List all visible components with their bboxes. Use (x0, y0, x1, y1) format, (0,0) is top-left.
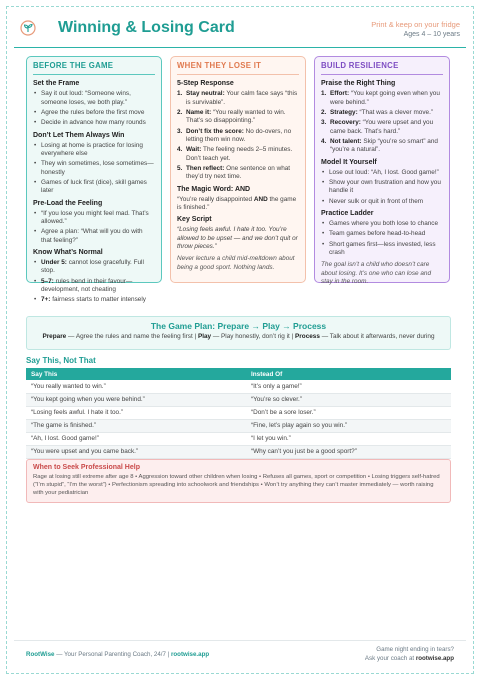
list-item: 4. Not talent: Skip “you’re so smart” and “you’re a natural”. (321, 137, 438, 154)
panel-note: Never lecture a child mid-meltdown about being a good sport. Nothing lands. (177, 255, 295, 271)
section-title: Don’t Let Them Always Win (33, 131, 125, 139)
table-row (26, 393, 451, 406)
table-row (26, 419, 451, 432)
list-item: 1. Stay neutral: Your calm face says “this is survivable”. (177, 90, 298, 106)
section-title: Model It Yourself (321, 158, 377, 166)
table-row (26, 406, 451, 419)
list-item: • They win sometimes, lose sometimes—honestly (33, 160, 155, 177)
table-cell: “Don’t be a sore loser.” (246, 406, 451, 419)
print-tagline: Print & keep on your fridge (371, 20, 460, 29)
list-item: • Team games before head-to-head (321, 230, 443, 238)
footer-brand: RootWise — Your Personal Parenting Coach, 24/7 | rootwise.app (26, 651, 210, 658)
list-item: 5. Then reflect: One sentence on what they’d try next time. (177, 164, 291, 181)
list-item: • Losing at home is practice for losing everywhere else (33, 142, 155, 159)
site-link[interactable]: rootwise.app (170, 651, 210, 658)
section-title: Set the Frame (33, 80, 80, 88)
list-item: 2. Name it: “You really wanted to win. That’s so disappointing.” (177, 108, 286, 125)
list-item: • Agree the rules before the first move (33, 109, 155, 117)
panel-heading: WHEN THEY LOSE IT (177, 61, 299, 75)
footer-cta: Game night ending in tears? Ask your coach at rootwise.app (364, 646, 454, 662)
before-the-game-panel (26, 56, 162, 304)
table-header-row (26, 368, 451, 380)
list-item: • 7+: fairness starts to matter intensely (33, 296, 155, 304)
panel-note: The goal isn’t a child who doesn’t care about losing. It’s one who can lose and stay in the room. (321, 261, 432, 285)
help-text: Rage at losing still extreme after age 8 • Aggression toward other children when losing • Refuses all games, sport or competition • Losing triggers self-hatred (“I’m stupid”, “I’m the worst”) • Perfectionism spreading into schoolwork and friendships • Won’t try anything they can’t master immediately — worth raising with your pediatrician (33, 474, 440, 496)
age-range: Ages 4 – 10 years (403, 31, 460, 38)
table-row (26, 445, 451, 458)
when-they-lose-it-panel (170, 56, 306, 283)
section-title: Practice Ladder (321, 209, 374, 217)
table-cell: “Losing feels awful. I hate it too.” (26, 406, 246, 419)
list-item: • Under 5: cannot lose gracefully. Full stop. (33, 259, 155, 276)
bullet-list (33, 90, 155, 127)
section-title: Praise the Right Thing (321, 80, 396, 88)
section-title: The Magic Word: AND (177, 185, 251, 193)
numbered-list (321, 90, 443, 154)
say-this-table (26, 368, 451, 459)
game-plan-text: Prepare — Agree the rules and name the feeling first | Play — Play honestly, don’t rig it | Process — Talk about it afterwards, never during (42, 333, 435, 340)
header (14, 14, 466, 48)
say-this-heading: Say This, Not That (26, 356, 96, 365)
list-item: 3. Don’t fix the score: No do-overs, no letting them win now. (177, 127, 292, 143)
bullet-list (33, 210, 155, 245)
game-plan-title: The Game Plan: Prepare → Play → Process (150, 321, 327, 331)
cta-link[interactable]: rootwise.app (415, 654, 454, 662)
panel-heading: BUILD RESILIENCE (321, 61, 443, 75)
footer (14, 640, 466, 668)
column-header: Instead Of (246, 368, 451, 380)
bullet-list (321, 169, 443, 206)
list-item: • Decide in advance how many rounds (33, 119, 155, 127)
table-cell: “Ah, I lost. Good game!” (26, 432, 246, 445)
list-item: • Show your own frustration and how you handle it (321, 179, 443, 196)
list-item: 4. Wait: The feeling needs 2–5 minutes. Don’t teach yet. (177, 146, 293, 162)
table-cell: “It’s only a game!” (246, 380, 451, 393)
list-item: 1. Effort: “You kept going even when you were behind.” (321, 90, 440, 106)
page-title: Winning & Losing Card (58, 19, 235, 36)
table-cell: “You’re so clever.” (246, 393, 451, 406)
table-cell: “Fine, let’s play again so you win.” (246, 419, 451, 432)
bullet-list (321, 220, 443, 257)
column-header: Say This (26, 368, 246, 380)
professional-help-box (26, 459, 451, 503)
list-item: • Say it out loud: “Someone wins, someone loses, we both play.” (33, 90, 155, 107)
list-item: • Games of luck first (dice), skill games later (33, 179, 155, 196)
key-script: “Losing feels awful. I hate it too. You’re allowed to be upset — and we don’t quit or throw pieces.” (177, 226, 298, 250)
bullet-list (33, 142, 155, 196)
table-cell: “I let you win.” (246, 432, 451, 445)
numbered-list (177, 90, 299, 181)
section-title: Know What’s Normal (33, 249, 103, 256)
brand-name: RootWise (26, 651, 55, 658)
table-row (26, 432, 451, 445)
table-row (26, 380, 451, 393)
list-item: • Short games first—less invested, less crash (321, 241, 443, 258)
bullet-list (33, 259, 155, 305)
magic-word-text: “You’re really disappointed AND the game is finished.” (177, 195, 297, 211)
list-item: • Lose out loud: “Ah, I lost. Good game!” (321, 169, 443, 177)
table-cell: “The game is finished.” (26, 419, 246, 432)
list-item: 2. Strategy: “That was a clever move.” (321, 108, 433, 116)
seedling-icon (20, 20, 36, 36)
list-item: 3. Recovery: “You were upset and you came back. That’s hard.” (321, 119, 434, 135)
table-cell: “You really wanted to win.” (26, 380, 246, 393)
list-item: • Never sulk or quit in front of them (321, 198, 443, 206)
list-item: • Agree a plan: “What will you do with that feeling?” (33, 228, 155, 245)
table-cell: “Why can’t you just be a good sport?” (246, 445, 451, 458)
game-plan-banner (26, 316, 451, 350)
list-item: • 5–7: rules bend in their favour—development, not cheating (33, 278, 155, 295)
table-cell: “You were upset and you came back.” (26, 445, 246, 458)
list-item: • Games where you both lose to chance (321, 220, 443, 228)
section-title: Pre-Load the Feeling (33, 199, 103, 207)
panel-heading: BEFORE THE GAME (33, 61, 155, 75)
build-resilience-panel (314, 56, 450, 283)
table-cell: “You kept going when you were behind.” (26, 393, 246, 406)
list-item: • “If you lose you might feel mad. That’s allowed.” (33, 210, 155, 227)
help-title: When to Seek Professional Help (33, 464, 140, 471)
section-title: 5-Step Response (177, 80, 234, 88)
section-title: Key Script (177, 216, 212, 224)
